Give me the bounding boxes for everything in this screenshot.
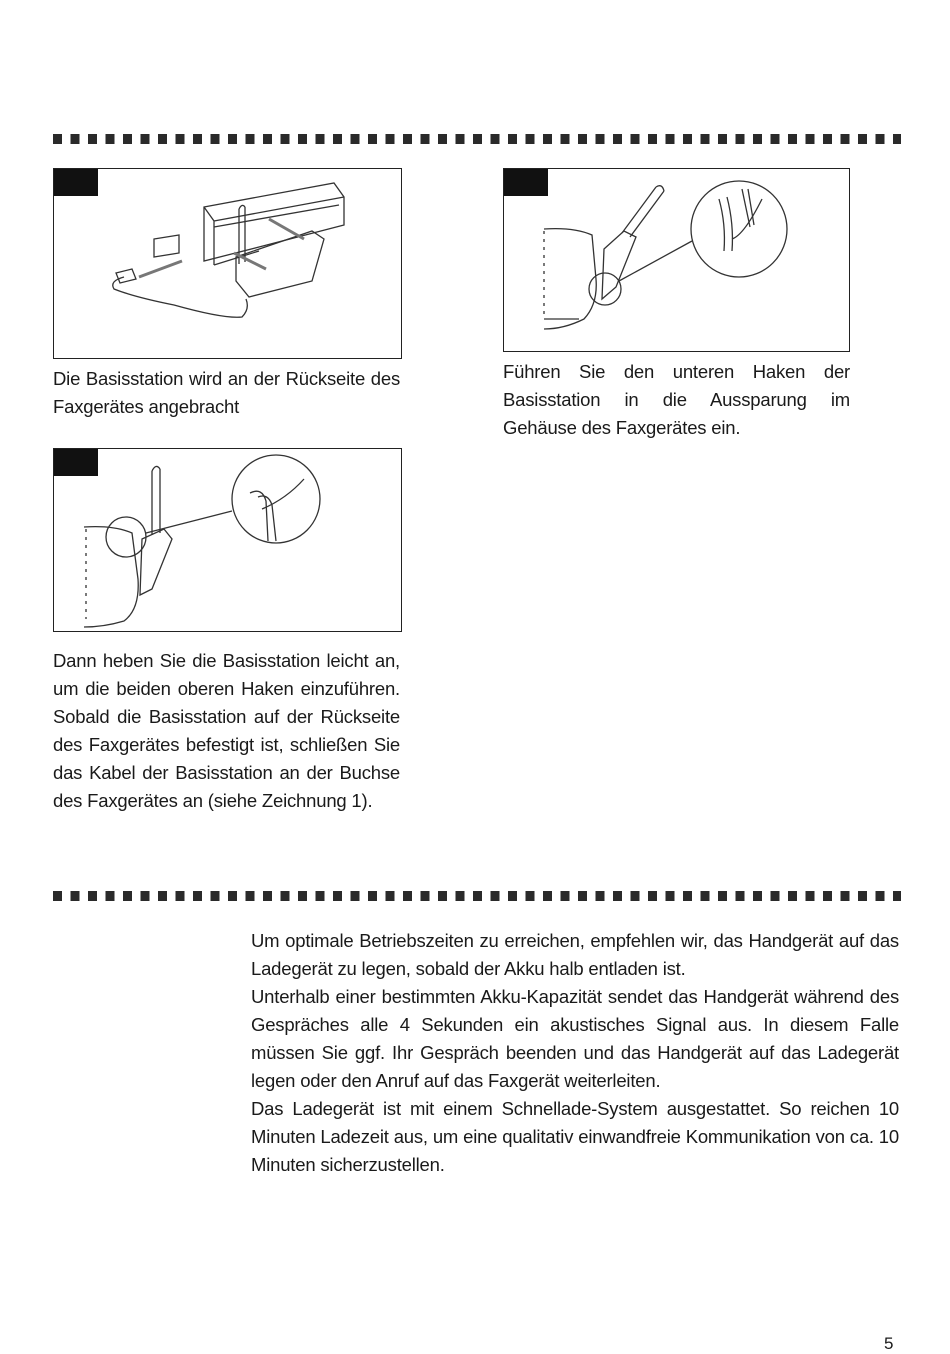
charging-paragraph-3: Das Ladegerät ist mit einem Schnellade-System ausgestattet. So reichen 10 Minuten Ladezeit aus, um eine qualitativ einwandfreie Kommunikation von ca. 10 Minuten sicherzustellen.	[251, 1098, 899, 1175]
charging-instructions	[251, 927, 899, 1179]
figure-1-illustration	[53, 168, 402, 359]
section-divider-bottom	[53, 891, 901, 901]
figure-1-caption: Die Basisstation wird an der Rückseite des Faxgerätes angebracht	[53, 368, 400, 417]
section-divider-top	[53, 134, 901, 144]
charging-paragraph-2: Unterhalb einer bestimmten Akku-Kapazität sendet das Handgerät während des Gespräches alle 4 Sekunden ein akustisches Signal aus. In diesem Falle müssen Sie ggf. Ihr Gespräch beenden und das Handgerät auf das Ladegerät legen oder den Anruf auf das Faxgerät weiterleiten.	[251, 986, 899, 1091]
lower-hook-insert-drawing	[504, 169, 849, 351]
charging-paragraph-1: Um optimale Betriebszeiten zu erreichen, empfehlen wir, das Handgerät auf das Ladegerät zu legen, sobald der Akku halb entladen ist.	[251, 930, 899, 979]
figure-2-caption: Führen Sie den unteren Haken der Basisstation in die Aussparung im Gehäuse des Faxgerätes ein.	[503, 361, 850, 438]
fax-base-station-drawing	[54, 169, 401, 358]
figure-3-caption: Dann heben Sie die Basisstation leicht an, um die beiden oberen Haken einzuführen. Sobald die Basisstation auf der Rückseite des Faxgerätes befestigt ist, schließen Sie das Kabel der Basisstation an der Buchse des Faxgerätes an (siehe Zeichnung 1).	[53, 650, 400, 811]
page-number: 5	[884, 1334, 894, 1353]
figure-3-illustration	[53, 448, 402, 632]
upper-hooks-insert-drawing	[54, 449, 401, 631]
figure-2-illustration	[503, 168, 850, 352]
